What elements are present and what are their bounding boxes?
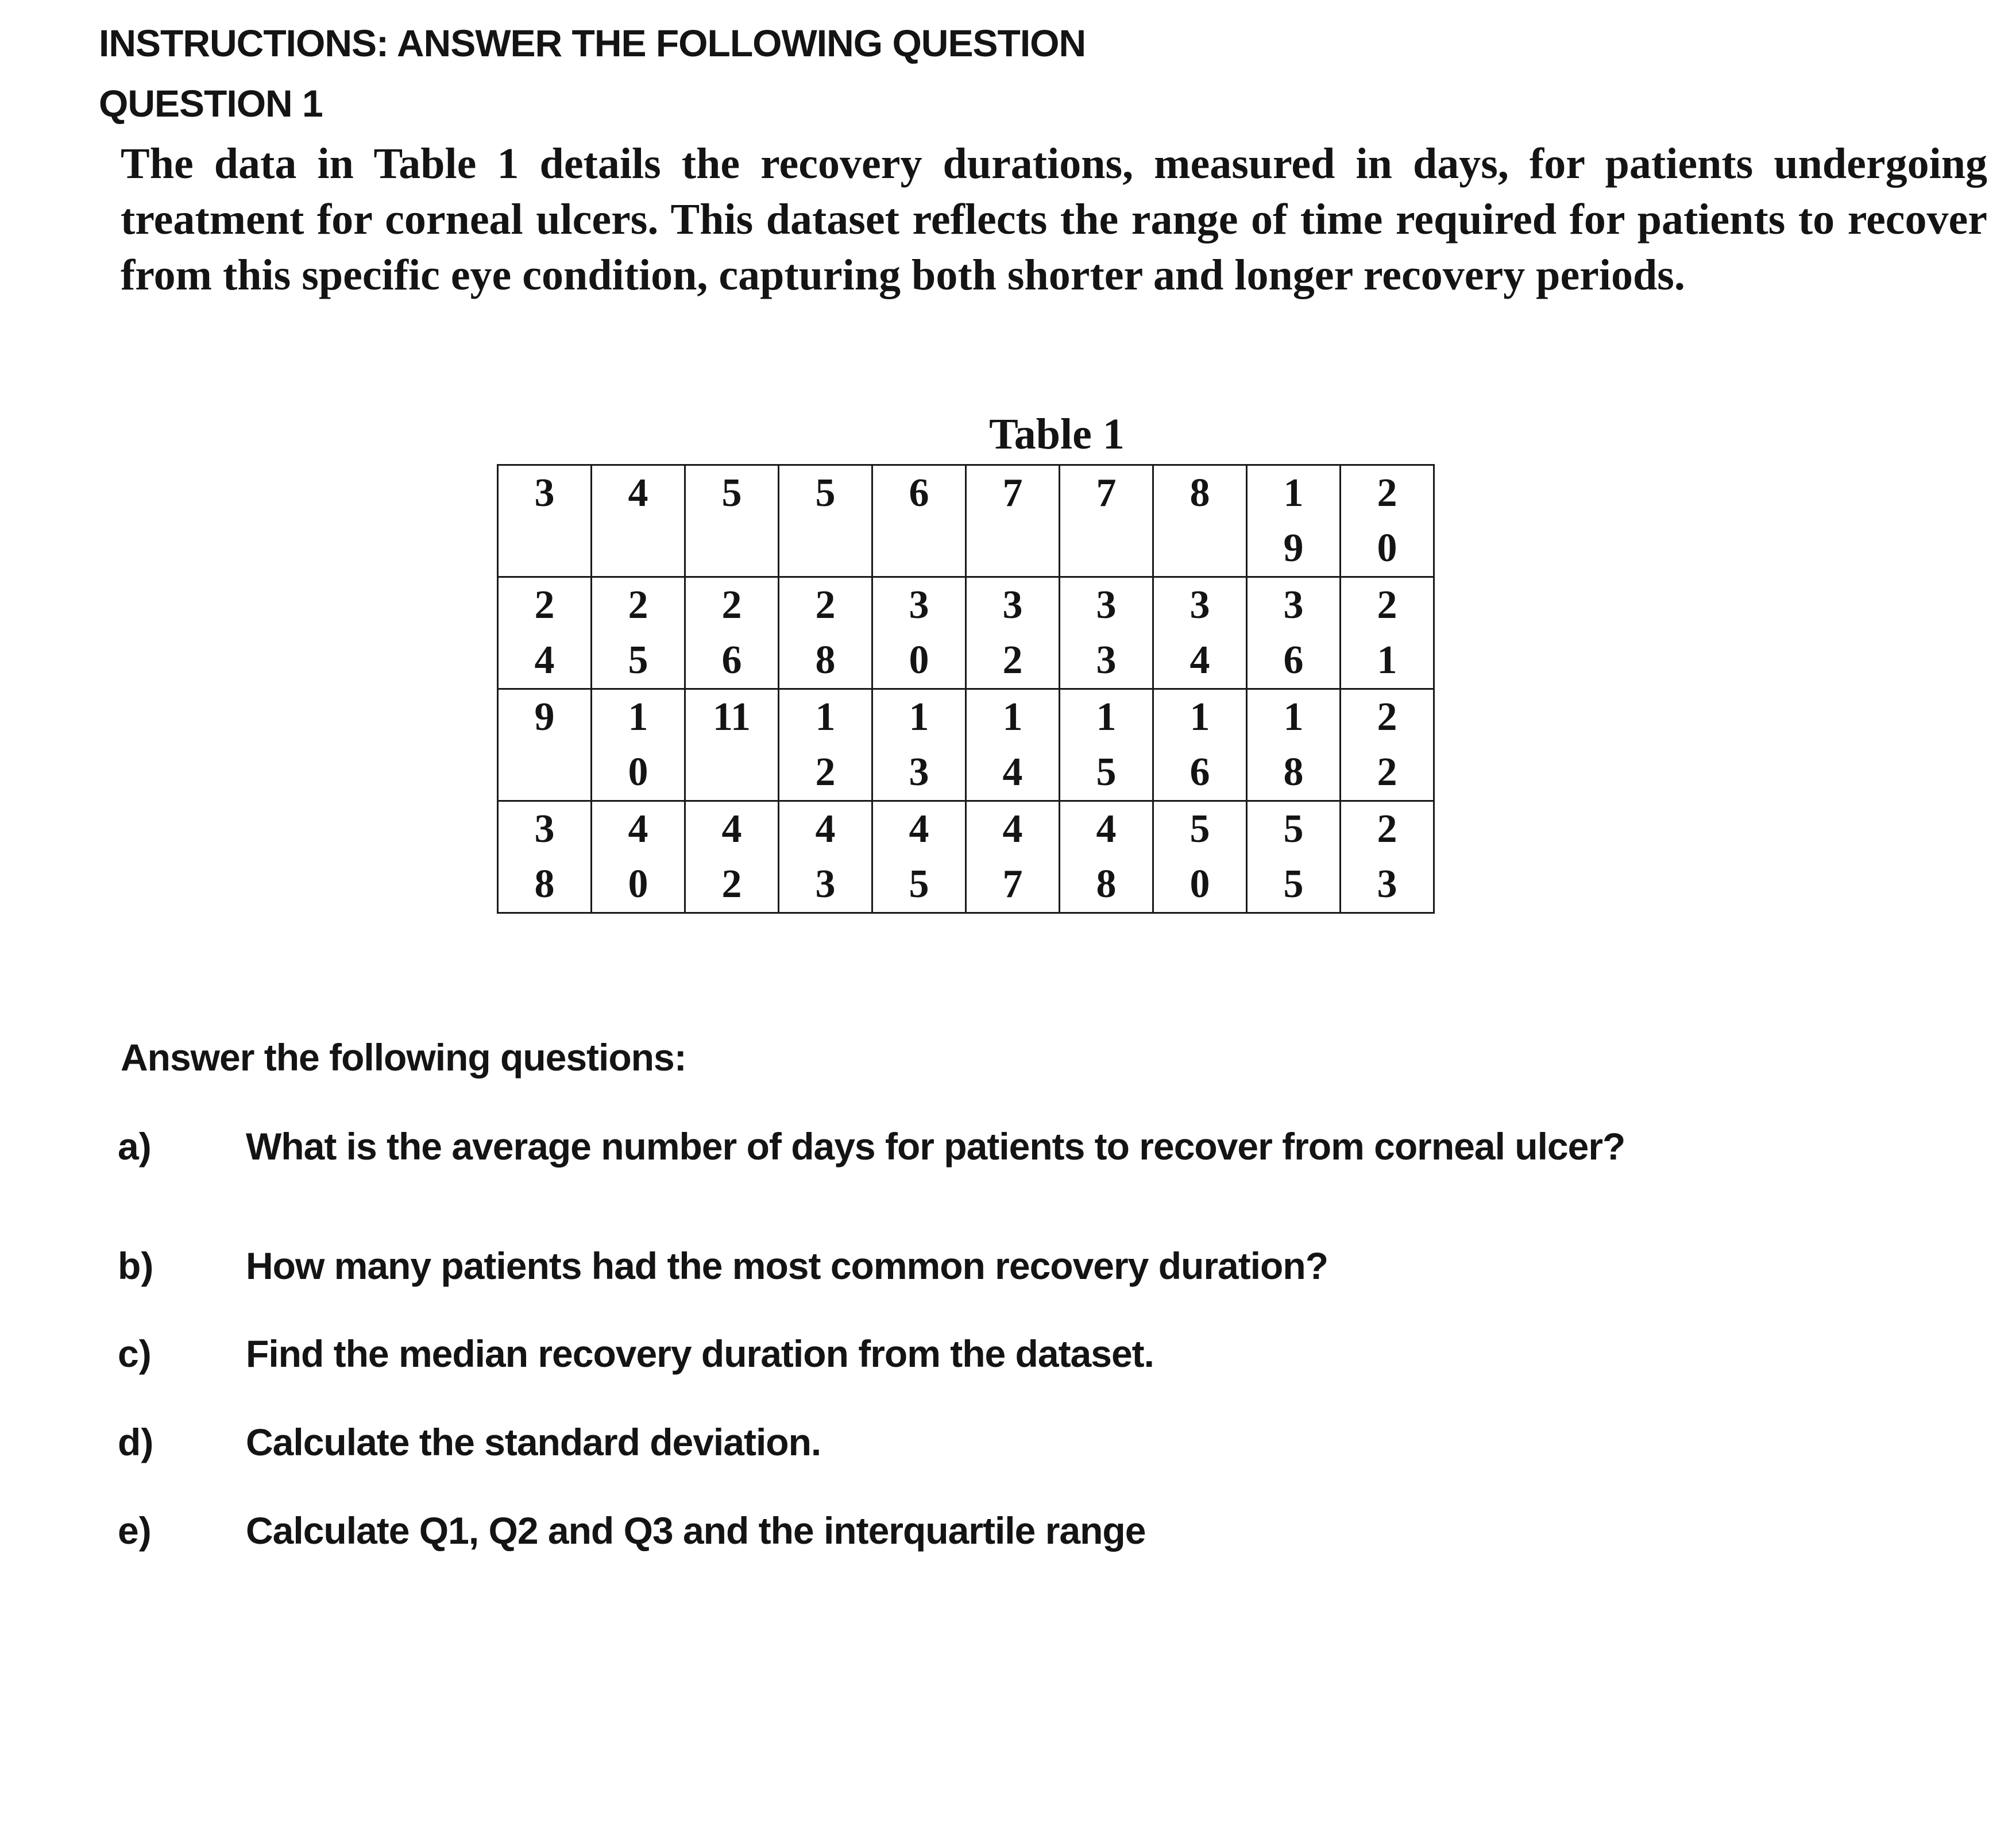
question-title: QUESTION 1 xyxy=(99,82,323,125)
table-cell: 2 6 xyxy=(685,577,779,689)
table-cell: 5 0 xyxy=(1153,801,1247,913)
table-row xyxy=(498,689,1434,801)
table-cell: 5 5 xyxy=(1247,801,1341,913)
table-cell: 4 8 xyxy=(1060,801,1153,913)
table-cell: 3 2 xyxy=(966,577,1060,689)
table-cell: 2 1 xyxy=(1341,577,1434,689)
table-cell: 7 xyxy=(966,465,1060,577)
table-cell: 2 3 xyxy=(1341,801,1434,913)
table-cell: 1 0 xyxy=(592,689,685,801)
intro-paragraph: The data in Table 1 details the recovery durations, measured in days, for patients undergoing treatment for corneal ulcers. This dataset reflects the range of time required for patients to recover from this specific eye condition, capturing both shorter and longer recovery periods. xyxy=(121,140,1987,299)
question-text: How many patients had the most common recovery duration? xyxy=(246,1245,1328,1287)
table-cell: 4 7 xyxy=(966,801,1060,913)
question-label: e) xyxy=(118,1509,152,1552)
table-cell: 4 xyxy=(592,465,685,577)
table-cell: 2 0 xyxy=(1341,465,1434,577)
question-text: Calculate the standard deviation. xyxy=(246,1421,821,1463)
table-cell: 3 6 xyxy=(1247,577,1341,689)
table-cell: 3 3 xyxy=(1060,577,1153,689)
table-cell: 1 6 xyxy=(1153,689,1247,801)
table-cell: 1 5 xyxy=(1060,689,1153,801)
question-text: Calculate Q1, Q2 and Q3 and the interquartile range xyxy=(246,1509,1146,1552)
table-cell: 2 4 xyxy=(498,577,592,689)
table-row xyxy=(498,465,1434,577)
table-cell: 4 0 xyxy=(592,801,685,913)
table-cell: 3 8 xyxy=(498,801,592,913)
table-cell: 3 4 xyxy=(1153,577,1247,689)
table-cell: 2 8 xyxy=(779,577,872,689)
question-text: Find the median recovery duration from the dataset. xyxy=(246,1332,1154,1375)
question-label: d) xyxy=(118,1421,154,1463)
question-text: What is the average number of days for patients to recover from corneal ulcer? xyxy=(246,1125,1625,1168)
table-row xyxy=(498,577,1434,689)
question-label: b) xyxy=(118,1245,154,1287)
table-cell: 4 3 xyxy=(779,801,872,913)
table-cell: 1 9 xyxy=(1247,465,1341,577)
table-cell: 1 4 xyxy=(966,689,1060,801)
table-cell: 5 xyxy=(685,465,779,577)
table-cell: 9 xyxy=(498,689,592,801)
instructions-heading: INSTRUCTIONS: ANSWER THE FOLLOWING QUESTION xyxy=(99,22,1086,64)
table-cell: 3 0 xyxy=(872,577,966,689)
table-cell: 3 xyxy=(498,465,592,577)
recovery-data-table xyxy=(497,464,1435,914)
table-cell: 2 5 xyxy=(592,577,685,689)
question-label: a) xyxy=(118,1125,152,1168)
question-label: c) xyxy=(118,1332,152,1375)
table-cell: 1 8 xyxy=(1247,689,1341,801)
table-cell: 1 2 xyxy=(779,689,872,801)
table-cell: 6 xyxy=(872,465,966,577)
table-cell: 4 5 xyxy=(872,801,966,913)
table-cell: 4 2 xyxy=(685,801,779,913)
table-caption: Table 1 xyxy=(989,410,1125,458)
table-cell: 1 3 xyxy=(872,689,966,801)
table-cell: 7 xyxy=(1060,465,1153,577)
table-cell: 2 2 xyxy=(1341,689,1434,801)
table-cell: 8 xyxy=(1153,465,1247,577)
table-row xyxy=(498,801,1434,913)
table-cell: 11 xyxy=(685,689,779,801)
table-cell: 5 xyxy=(779,465,872,577)
questions-heading: Answer the following questions: xyxy=(121,1036,686,1079)
